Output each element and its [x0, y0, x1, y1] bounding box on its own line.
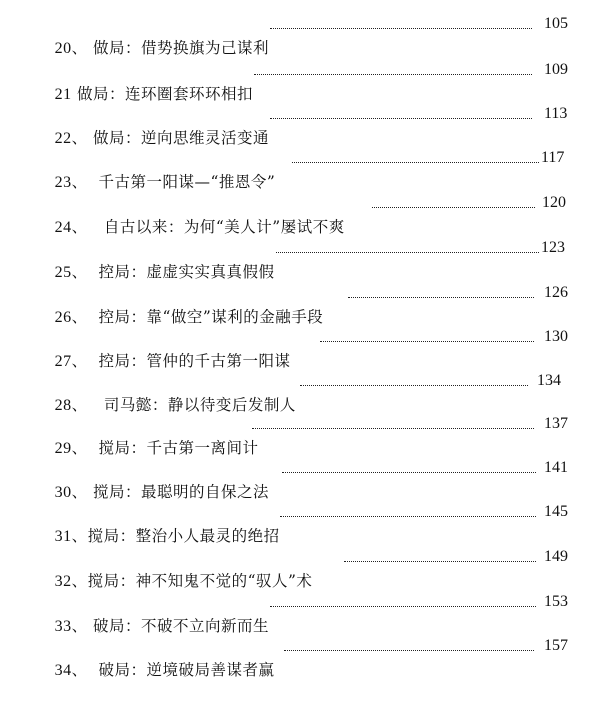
dot-leader: [284, 650, 534, 651]
entry-title: 做局：借势换旗为己谋利: [93, 39, 270, 57]
entry-page-number: 109: [544, 61, 568, 78]
entry-separator: 、: [71, 173, 88, 191]
entry-separator: 、: [71, 308, 88, 326]
entry-page-number: 157: [544, 637, 568, 654]
entry-number: 26: [54, 309, 72, 326]
entry-title: 破局：不破不立向新而生: [93, 617, 270, 635]
entry-number: 20: [54, 40, 72, 57]
toc-entry[interactable]: [0, 545, 601, 590]
entry-separator: 、: [71, 527, 88, 545]
entry-title: 控局：靠“做空”谋利的金融手段: [98, 308, 324, 326]
entry-separator: 、: [71, 263, 88, 281]
entry-number: 33: [54, 618, 72, 635]
toc-entry[interactable]: [0, 325, 601, 370]
dot-leader: [292, 162, 539, 163]
entry-title: 破局：逆境破局善谋者赢: [98, 661, 275, 679]
toc-entry[interactable]: [0, 412, 601, 457]
entry-separator: 、: [71, 439, 88, 457]
dot-leader: [372, 207, 535, 208]
dot-leader: [252, 428, 534, 429]
entry-page-number: 137: [544, 415, 568, 432]
entry-number: 31: [54, 528, 72, 545]
entry-number: 24: [54, 219, 72, 236]
entry-separator: 、: [71, 572, 88, 590]
entry-number: 23: [54, 174, 72, 191]
entry-page-number: 149: [544, 548, 568, 565]
toc-entry[interactable]: [0, 500, 601, 545]
entry-separator: 、: [71, 218, 88, 236]
entry-number: 34: [54, 662, 72, 679]
toc-entry[interactable]: [0, 102, 601, 147]
dot-leader: [276, 252, 539, 253]
entry-page-number: 153: [544, 593, 568, 610]
toc-entry[interactable]: [0, 191, 601, 236]
entry-title: 千古第一阳谋—“推恩令”: [98, 173, 276, 191]
dot-leader: [254, 74, 532, 75]
dot-leader: [270, 606, 536, 607]
dot-leader: [320, 341, 534, 342]
toc-entry[interactable]: [0, 456, 601, 501]
entry-number: 27: [54, 353, 72, 370]
entry-number: 32: [54, 573, 72, 590]
dot-leader: [344, 561, 536, 562]
entry-number: 25: [54, 264, 72, 281]
toc-entry[interactable]: [0, 58, 601, 103]
entry-separator: 、: [71, 39, 88, 57]
toc-entry[interactable]: [0, 590, 601, 635]
entry-page-number: 145: [544, 503, 568, 520]
entry-number: 29: [54, 440, 72, 457]
toc-entry[interactable]: [0, 281, 601, 326]
entry-title: 司马懿：静以待变后发制人: [103, 396, 296, 414]
entry-title: 做局：逆向思维灵活变通: [93, 129, 270, 147]
dot-leader: [282, 472, 536, 473]
dot-leader: [280, 516, 536, 517]
entry-separator: 、: [71, 661, 88, 679]
entry-page-number: 120: [542, 194, 566, 211]
entry-number: 22: [54, 130, 72, 147]
entry-number: 28: [54, 397, 72, 414]
entry-page-number: 113: [544, 105, 568, 122]
entry-page-number: 126: [544, 284, 568, 301]
entry-number: 21: [54, 86, 72, 103]
entry-number: 30: [54, 484, 72, 501]
dot-leader: [348, 297, 534, 298]
entry-title: 搅局：千古第一离间计: [98, 439, 259, 457]
toc-entry[interactable]: [0, 12, 601, 57]
entry-title: 搅局：整治小人最灵的绝招: [87, 527, 280, 545]
entry-title: 搅局：神不知鬼不觉的“驭人”术: [87, 572, 313, 590]
entry-page-number: 117: [541, 149, 565, 166]
entry-separator: 、: [71, 129, 88, 147]
dot-leader: [270, 118, 532, 119]
toc-entry[interactable]: [0, 634, 601, 679]
entry-page-number: 141: [544, 459, 568, 476]
entry-separator: 、: [71, 617, 88, 635]
entry-page-number: 105: [544, 15, 568, 32]
entry-page-number: 134: [537, 372, 561, 389]
toc-entry[interactable]: [0, 236, 601, 281]
dot-leader: [270, 28, 532, 29]
toc-entry[interactable]: [0, 369, 601, 414]
entry-title: 自古以来：为何“美人计”屡试不爽: [103, 218, 345, 236]
entry-page-number: 123: [541, 239, 565, 256]
entry-separator: 、: [71, 352, 88, 370]
entry-title: 搅局：最聪明的自保之法: [93, 483, 270, 501]
dot-leader: [300, 385, 528, 386]
entry-page-number: 130: [544, 328, 568, 345]
entry-separator: 、: [71, 483, 88, 501]
entry-title: 控局：管仲的千古第一阳谋: [98, 352, 291, 370]
entry-separator: 、: [71, 396, 88, 414]
entry-title: 控局：虚虚实实真真假假: [98, 263, 275, 281]
entry-title: 做局：连环圈套环环相扣: [77, 85, 254, 103]
toc-entry[interactable]: [0, 146, 601, 191]
